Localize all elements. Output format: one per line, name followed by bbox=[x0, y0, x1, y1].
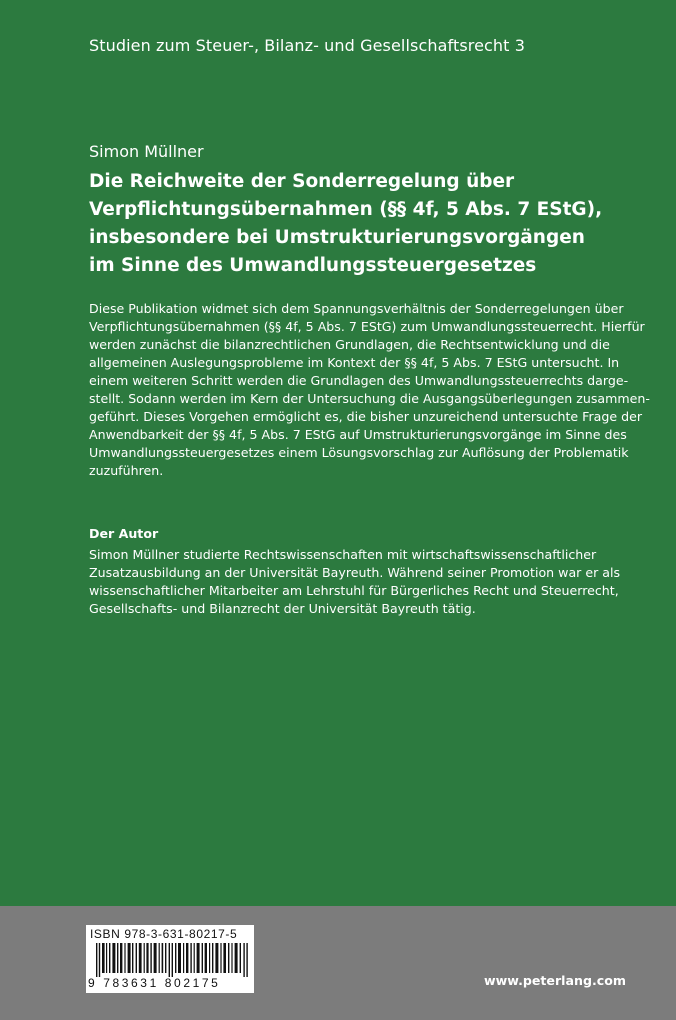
about-author-heading: Der Autor bbox=[89, 526, 159, 541]
ean-digits: 9 783631 802175 bbox=[88, 976, 221, 990]
abstract-line: Anwendbarkeit der §§ 4f, 5 Abs. 7 EStG auf Umstrukturierungsvorgänge im Sinne des bbox=[89, 427, 627, 442]
about-line: Simon Müllner studierte Rechtswissenschaften mit wirtschaftswissenschaftlicher bbox=[89, 547, 597, 562]
abstract-line: geführt. Dieses Vorgehen ermöglicht es, die bisher unzureichend untersuchte Frage der bbox=[89, 409, 643, 424]
isbn-label: ISBN 978-3-631-80217-5 bbox=[90, 927, 238, 941]
barcode-box bbox=[86, 925, 254, 993]
about-line: wissenschaftlicher Mitarbeiter am Lehrstuhl für Bürgerliches Recht und Steuerrecht, bbox=[89, 583, 619, 598]
abstract-line: einem weiteren Schritt werden die Grundlagen des Umwandlungssteuerrechts darge- bbox=[89, 373, 629, 388]
about-line: Gesellschafts- und Bilanzrecht der Universität Bayreuth tätig. bbox=[89, 601, 476, 616]
title-line: Verpflichtungsübernahmen (§§ 4f, 5 Abs. 7 EStG), bbox=[89, 199, 603, 220]
about-line: Zusatzausbildung an der Universität Bayreuth. Während seiner Promotion war er als bbox=[89, 565, 621, 580]
publisher-website[interactable]: www.peterlang.com bbox=[483, 973, 626, 988]
title-line: im Sinne des Umwandlungssteuergesetzes bbox=[89, 255, 537, 276]
abstract-line: zuzuführen. bbox=[89, 463, 164, 478]
author-name: Simon Müllner bbox=[89, 142, 204, 161]
abstract bbox=[89, 300, 649, 480]
abstract-line: allgemeinen Auslegungsprobleme im Kontext der §§ 4f, 5 Abs. 7 EStG untersucht. In bbox=[89, 355, 620, 370]
title-line: Die Reichweite der Sonderregelung über bbox=[89, 171, 515, 192]
title-line: insbesondere bei Umstrukturierungsvorgängen bbox=[89, 227, 585, 248]
about-author-text bbox=[89, 546, 649, 618]
abstract-line: Diese Publikation widmet sich dem Spannungsverhältnis der Sonderregelungen über bbox=[89, 301, 624, 316]
book-title bbox=[89, 168, 649, 280]
abstract-line: Umwandlungssteuergesetzes einem Lösungsvorschlag zur Auflösung der Problematik bbox=[89, 445, 629, 460]
abstract-line: werden zunächst die bilanzrechtlichen Grundlagen, die Rechtsentwicklung und die bbox=[89, 337, 610, 352]
series-title: Studien zum Steuer-, Bilanz- und Gesellschaftsrecht 3 bbox=[89, 36, 526, 55]
abstract-line: Verpflichtungsübernahmen (§§ 4f, 5 Abs. 7 EStG) zum Umwandlungssteuerrecht. Hierfür bbox=[89, 319, 645, 334]
barcode-graphic bbox=[96, 943, 248, 977]
abstract-line: stellt. Sodann werden im Kern der Untersuchung die Ausgangsüberlegungen zusammen- bbox=[89, 391, 650, 406]
